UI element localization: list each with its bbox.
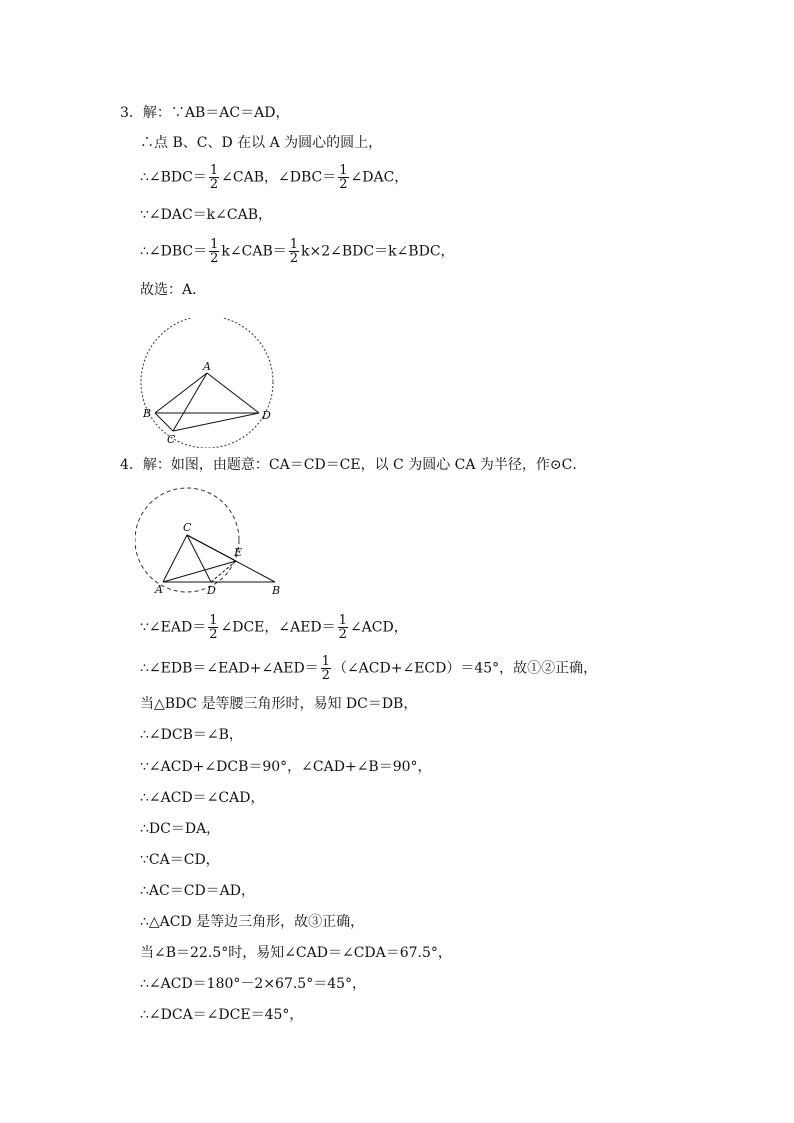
fraction-numerator: 1 — [209, 163, 219, 178]
segment-ca — [163, 535, 187, 582]
fraction-denominator: 2 — [209, 627, 218, 642]
label-a: A — [155, 583, 163, 596]
p4-line-1: 4．解：如图，由题意：CA＝CD＝CE，以 C 为圆心 CA 为半径，作⊙C． — [120, 457, 587, 473]
p4-line-14: ∴∠DCA＝∠DCE＝45°， — [140, 1007, 304, 1023]
fraction-denominator: 2 — [210, 251, 219, 266]
p4-l2-c: ∠ACD， — [349, 619, 408, 636]
p3-dotted-circle — [141, 318, 273, 448]
p3-l3-a: ∴∠BDC＝ — [140, 169, 207, 186]
fraction-denominator: 2 — [339, 177, 348, 192]
p4-dotted-circle — [135, 488, 239, 592]
fraction-denominator: 2 — [289, 251, 299, 266]
label-b: B — [143, 407, 152, 420]
fraction-half — [208, 614, 218, 641]
segment-cd — [187, 535, 211, 582]
fraction-half — [209, 164, 219, 191]
label-e: E — [234, 546, 243, 559]
segment-ce — [187, 535, 236, 561]
label-a: A — [203, 360, 211, 373]
p3-geometry-figure — [135, 318, 285, 448]
segment-ab — [155, 373, 207, 413]
fraction-half — [289, 238, 299, 265]
segment-cd — [173, 413, 259, 431]
p4-line-6: ∵∠ACD+∠DCB＝90°，∠CAD+∠B＝90°， — [140, 759, 432, 775]
label-c: C — [167, 433, 176, 446]
p4-line-8: ∴DC＝DA， — [140, 821, 221, 837]
fraction-numerator: 1 — [209, 613, 218, 628]
p4-l3-b: （∠ACD+∠ECD）＝45°，故①②正确， — [332, 660, 598, 677]
p4-line-4: 当△BDC 是等腰三角形时，易知 DC＝DB， — [140, 696, 418, 712]
segment-ac — [173, 373, 207, 431]
p4-line-11: ∴△ACD 是等边三角形，故③正确， — [140, 914, 365, 930]
fraction-half — [338, 614, 348, 641]
p4-line-5: ∴∠DCB＝∠B， — [140, 727, 243, 743]
fraction-numerator: 1 — [321, 654, 330, 669]
p4-line-10: ∴AC＝CD＝AD， — [140, 883, 256, 899]
p4-l2-a: ∵∠EAD＝ — [140, 619, 207, 636]
fraction-half — [321, 655, 331, 682]
fraction-numerator: 1 — [289, 237, 299, 252]
p3-line-1: 3．解：∵AB＝AC＝AD， — [120, 105, 290, 121]
p3-line-4: ∵∠DAC＝k∠CAB， — [140, 207, 273, 223]
fraction-numerator: 1 — [339, 163, 348, 178]
fraction-numerator: 1 — [338, 613, 347, 628]
p3-l5-b: k∠CAB＝ — [221, 243, 287, 260]
p3-line-2: ∴点 B、C、D 在以 A 为圆心的圆上， — [140, 135, 383, 151]
p3-line-6: 故选：A． — [140, 282, 207, 298]
p4-line-9: ∵CA＝CD， — [140, 852, 220, 868]
p4-geometry-figure — [135, 485, 285, 600]
label-d: D — [207, 584, 216, 597]
p4-l3-a: ∴∠EDB＝∠EAD+∠AED＝ — [140, 660, 319, 677]
segment-bc — [155, 413, 173, 431]
p3-l5-c: k×2∠BDC＝k∠BDC， — [301, 243, 455, 260]
p4-line-3 — [140, 655, 597, 682]
label-d: D — [262, 409, 271, 422]
fraction-denominator: 2 — [321, 668, 330, 683]
fraction-denominator: 2 — [209, 177, 219, 192]
p4-line-12: 当∠B＝22.5°时，易知∠CAD＝∠CDA＝67.5°， — [140, 945, 452, 961]
fraction-denominator: 2 — [338, 627, 347, 642]
p4-line-13: ∴∠ACD＝180°－2×67.5°＝45°， — [140, 976, 367, 992]
p4-line-2 — [140, 614, 408, 641]
label-c: C — [183, 521, 192, 534]
p3-l5-a: ∴∠DBC＝ — [140, 243, 208, 260]
label-b: B — [272, 584, 281, 597]
fraction-half — [338, 164, 348, 191]
p3-l3-c: ∠DAC， — [350, 169, 409, 186]
segment-ae — [163, 561, 236, 582]
fraction-half — [209, 238, 219, 265]
segment-ad — [207, 373, 259, 413]
p3-l3-b: ∠CAB，∠DBC＝ — [221, 169, 337, 186]
fraction-numerator: 1 — [210, 237, 219, 252]
p4-l2-b: ∠DCE，∠AED＝ — [220, 619, 336, 636]
p3-line-5 — [140, 238, 455, 265]
p4-line-7: ∴∠ACD＝∠CAD， — [140, 790, 265, 806]
p3-line-3 — [140, 164, 408, 191]
